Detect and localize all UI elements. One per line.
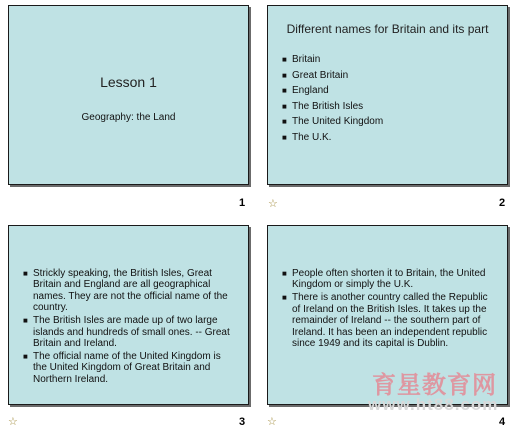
slide-thumbnail-3[interactable]: [8, 225, 249, 405]
list-item-text: There is another country called the Republic of Ireland on the British Isles. It takes up the remainder of Ireland -- the southern part of Ireland. It has been an independent republic since 1949 and its capital is Dublin.: [292, 292, 488, 350]
slide-title: Different names for Britain and its part: [286, 22, 489, 36]
bullet-icon: ■: [282, 132, 287, 142]
list-item: [23, 351, 233, 385]
list-item-text: England: [292, 85, 329, 96]
bullet-icon: ■: [282, 55, 287, 64]
list-item: [282, 292, 488, 349]
slide-title: Lesson 1: [100, 74, 157, 90]
transition-icon[interactable]: ☆: [267, 416, 277, 428]
transition-icon[interactable]: ☆: [8, 416, 18, 428]
bullet-list: [282, 268, 488, 351]
bullet-icon: ■: [282, 101, 287, 111]
bullet-icon: ■: [282, 86, 287, 95]
list-item-text: People often shorten it to Britain, the United Kingdom or simply the U.K.: [292, 268, 486, 291]
list-item-text: The United Kingdom: [292, 116, 384, 127]
bullet-icon: ■: [282, 269, 287, 278]
list-item: [23, 268, 233, 314]
transition-icon[interactable]: ☆: [268, 198, 278, 210]
list-item-text: Great Britain: [292, 69, 349, 81]
list-item: [282, 268, 488, 291]
bullet-icon: ■: [23, 269, 28, 278]
list-item-text: Britain: [292, 54, 321, 65]
list-item-text: The U.K.: [292, 131, 332, 143]
slide-thumbnail-2[interactable]: [267, 5, 508, 185]
bullet-list: [23, 268, 233, 387]
bullet-icon: ■: [282, 117, 287, 126]
slide-number: 2: [499, 197, 506, 209]
bullet-list: [282, 52, 383, 145]
list-item: [282, 130, 383, 146]
watermark-logo-text: 育星教育网: [372, 371, 497, 399]
list-item-text: The official name of the United Kingdom is the United Kingdom of Great Britain and Northern Ireland.: [33, 351, 221, 385]
list-item-text: The British Isles: [292, 100, 364, 112]
bullet-icon: ■: [282, 293, 287, 303]
list-item: [282, 83, 383, 99]
bullet-icon: ■: [282, 70, 287, 80]
list-item: [282, 114, 383, 130]
slide-number: 1: [239, 197, 246, 209]
bullet-icon: ■: [23, 352, 28, 362]
list-item-text: The British Isles are made up of two large islands and hundreds of small ones. -- Great Britain and Ireland.: [33, 315, 230, 350]
list-item: [282, 68, 383, 84]
bullet-icon: ■: [23, 316, 28, 326]
slide-number: 4: [499, 416, 506, 428]
watermark-url: www.ht88.com: [368, 395, 499, 414]
list-item: [282, 99, 383, 115]
slide-subtitle: Geography: the Land: [81, 112, 176, 123]
list-item: [23, 315, 233, 349]
list-item-text: Strickly speaking, the British Isles, Great Britain and England are all geographical names. They are not the official name of the country.: [33, 268, 228, 314]
list-item: [282, 52, 383, 68]
slide-thumbnail-1[interactable]: [8, 5, 249, 185]
slide-number: 3: [239, 416, 246, 428]
